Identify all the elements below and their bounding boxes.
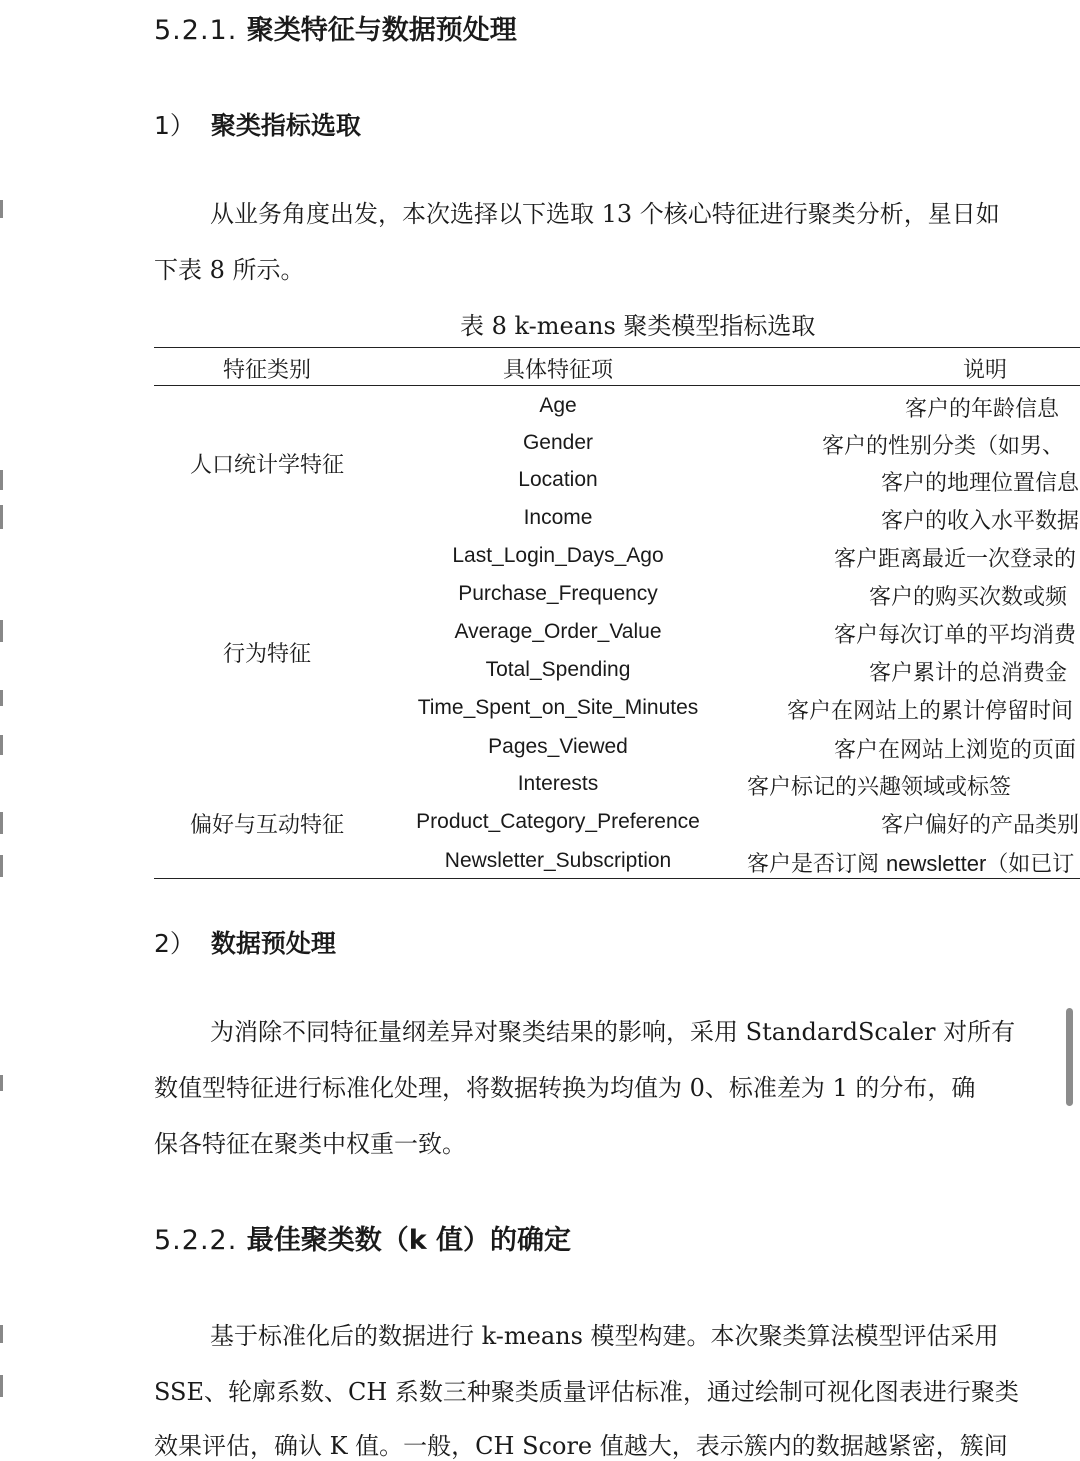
description-cell bbox=[747, 847, 1074, 878]
section-heading bbox=[154, 1218, 571, 1257]
paragraph-line: 为消除不同特征量纲差异对聚类结果的影响，采用 StandardScaler 对所有 bbox=[210, 1018, 1016, 1046]
feature-cell: Time_Spent_on_Site_Minutes bbox=[417, 696, 699, 719]
description-cell: 客户的收入水平数据 bbox=[881, 509, 1080, 534]
description-cell: 客户的购买次数或频 bbox=[869, 585, 1068, 610]
description-cell: 客户在网站上浏览的页面 bbox=[834, 738, 1077, 763]
feature-cell: Last_Login_Days_Ago bbox=[452, 544, 664, 567]
subsection-number: 1） bbox=[154, 111, 195, 140]
section-title: 最佳聚类数（k 值）的确定 bbox=[246, 1225, 572, 1256]
section-number: 5.2.2. bbox=[154, 1225, 238, 1256]
category-cell: 行为特征 bbox=[222, 642, 312, 667]
category-cell: 偏好与互动特征 bbox=[189, 813, 345, 838]
paragraph-line: 效果评估，确认 K 值。一般，CH Score 值越大，表示簇内的数据越紧密，簇间 bbox=[154, 1432, 1008, 1460]
table-caption: 表 8 k-means 聚类模型指标选取 bbox=[460, 312, 816, 340]
table-header-description: 说明 bbox=[962, 358, 1008, 383]
description-cell: 客户偏好的产品类别 bbox=[881, 813, 1080, 838]
table-header-feature: 具体特征项 bbox=[502, 358, 614, 383]
subsection-heading bbox=[154, 106, 361, 142]
table-top-rule bbox=[154, 347, 1080, 348]
table-bottom-rule bbox=[154, 878, 1080, 879]
subsection-heading bbox=[154, 924, 336, 960]
feature-cell: Interests bbox=[517, 772, 599, 795]
paragraph-line: 基于标准化后的数据进行 k-means 模型构建。本次聚类算法模型评估采用 bbox=[210, 1322, 999, 1350]
feature-cell: Income bbox=[523, 506, 593, 529]
scrollbar-thumb[interactable] bbox=[1066, 1008, 1073, 1106]
feature-cell: Location bbox=[518, 468, 598, 491]
description-cell: 客户标记的兴趣领域或标签 bbox=[747, 775, 1012, 800]
paragraph-line: 从业务角度出发，本次选择以下选取 13 个核心特征进行聚类分析，星日如 bbox=[210, 200, 1000, 228]
section-number: 5.2.1. bbox=[154, 15, 238, 46]
description-cell: 客户累计的总消费金 bbox=[869, 661, 1068, 686]
description-term: newsletter bbox=[886, 851, 987, 876]
feature-cell: Newsletter_Subscription bbox=[444, 849, 672, 872]
description-cell: 客户的地理位置信息 bbox=[881, 471, 1080, 496]
description-cell: 客户每次订单的平均消费 bbox=[834, 623, 1077, 648]
category-cell: 人口统计学特征 bbox=[189, 453, 345, 478]
section-title: 聚类特征与数据预处理 bbox=[246, 15, 517, 46]
feature-cell: Gender bbox=[522, 431, 594, 454]
description-text: 客户是否订阅 bbox=[747, 852, 886, 877]
feature-cell: Average_Order_Value bbox=[454, 620, 662, 643]
paragraph-line: 数值型特征进行标准化处理，将数据转换为均值为 0、标准差为 1 的分布，确 bbox=[154, 1074, 976, 1102]
description-cell: 客户在网站上的累计停留时间 bbox=[787, 699, 1074, 724]
feature-cell: Purchase_Frequency bbox=[458, 582, 658, 605]
paragraph-line: 保各特征在聚类中权重一致。 bbox=[154, 1130, 466, 1158]
paragraph-line: SSE、轮廓系数、CH 系数三种聚类质量评估标准，通过绘制可视化图表进行聚类 bbox=[154, 1378, 1019, 1406]
feature-cell: Pages_Viewed bbox=[488, 735, 628, 758]
feature-cell: Age bbox=[539, 394, 577, 417]
section-heading bbox=[154, 8, 517, 47]
description-text: （如已订 bbox=[986, 852, 1075, 877]
description-cell: 客户的性别分类（如男、 bbox=[822, 434, 1065, 459]
table-header-rule bbox=[154, 385, 1080, 386]
table-header-category: 特征类别 bbox=[222, 358, 312, 383]
subsection-title: 数据预处理 bbox=[210, 929, 336, 958]
description-cell: 客户距离最近一次登录的 bbox=[834, 547, 1077, 572]
paragraph-line: 下表 8 所示。 bbox=[154, 256, 305, 284]
subsection-title: 聚类指标选取 bbox=[210, 111, 361, 140]
feature-cell: Product_Category_Preference bbox=[416, 810, 700, 833]
subsection-number: 2） bbox=[154, 929, 195, 958]
feature-cell: Total_Spending bbox=[485, 658, 631, 681]
description-cell: 客户的年龄信息 bbox=[905, 397, 1060, 422]
